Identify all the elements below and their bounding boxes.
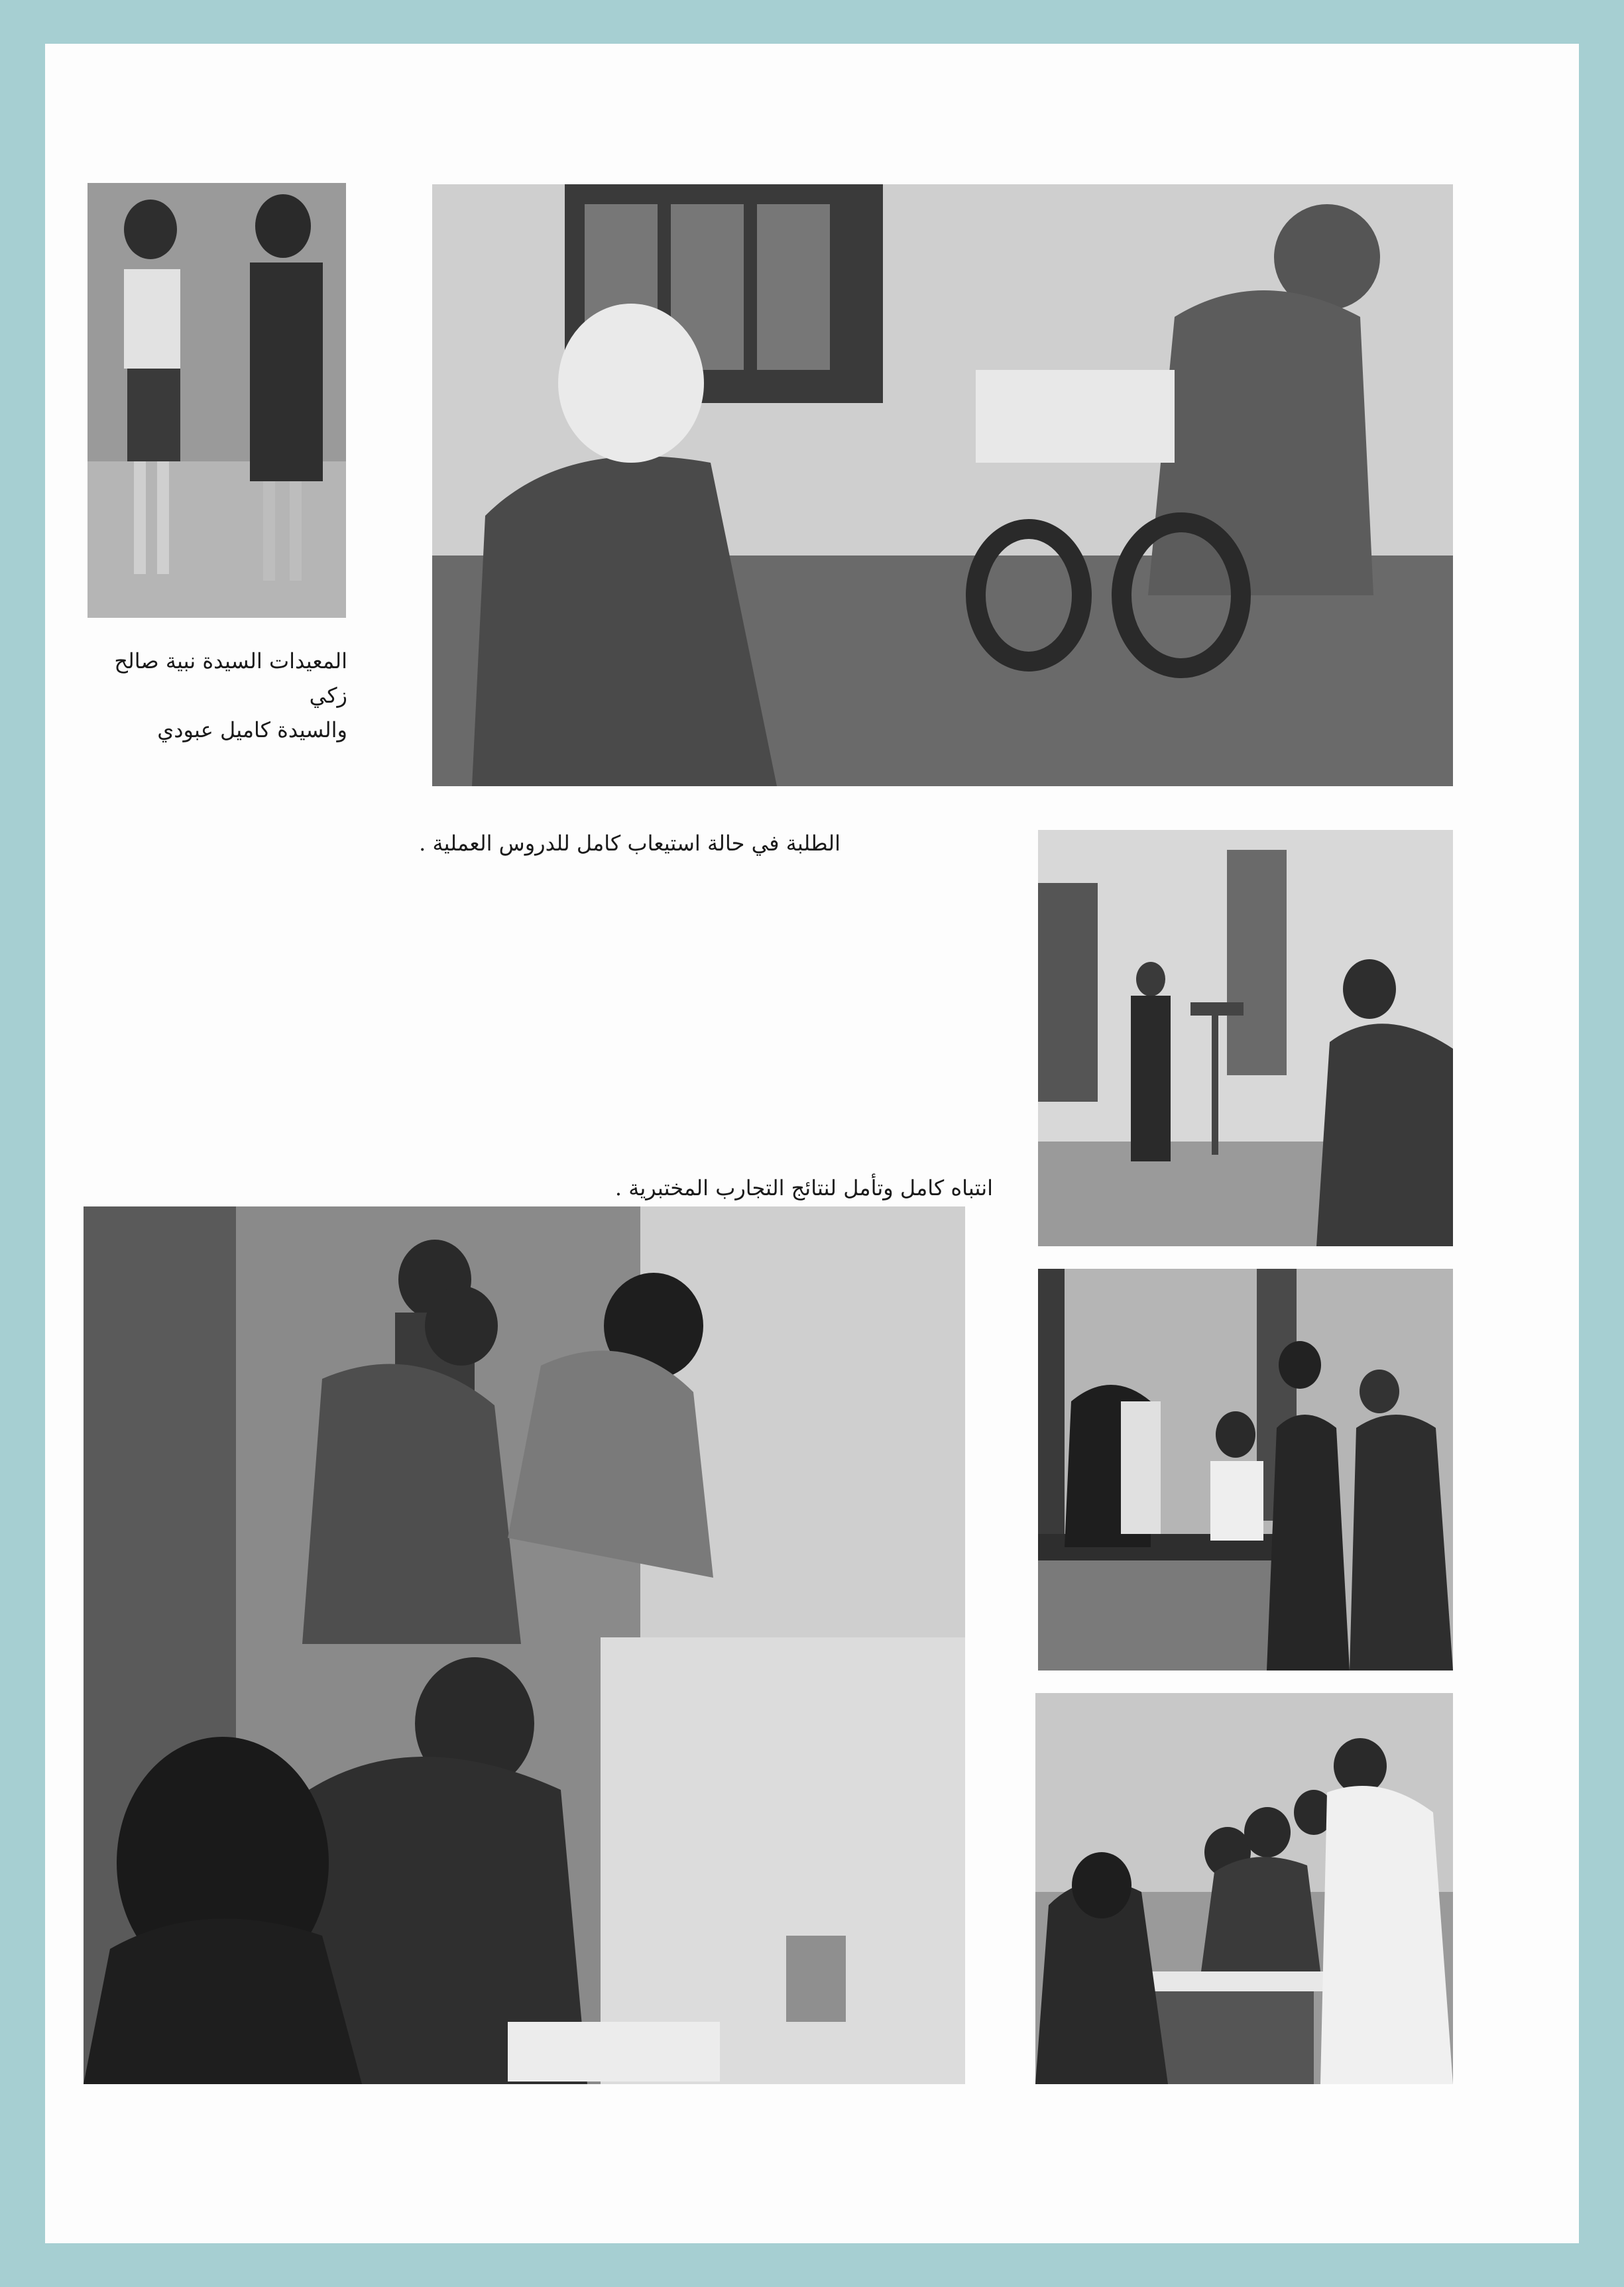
document-page <box>45 44 1579 2243</box>
caption-teachers-line2: والسيدة كاميل عبودي <box>157 717 347 742</box>
photo-teachers <box>87 183 346 618</box>
caption-teachers <box>89 644 347 747</box>
photo-group-table <box>1038 1269 1453 1671</box>
photo-lab-students <box>432 184 1453 786</box>
caption-attention: انتباه كامل وتأمل لنتائج التجارب المختبرية . <box>614 1175 993 1201</box>
photo-students-writing <box>84 1206 965 2084</box>
caption-students-lab: الطلبة في حالة استيعاب كامل للدروس العملية . <box>419 831 841 856</box>
photo-lecturer <box>1038 830 1453 1246</box>
caption-teachers-line1: المعيدات السيدة نبية صالح زكي <box>114 648 347 708</box>
photo-small-table <box>1035 1693 1453 2084</box>
